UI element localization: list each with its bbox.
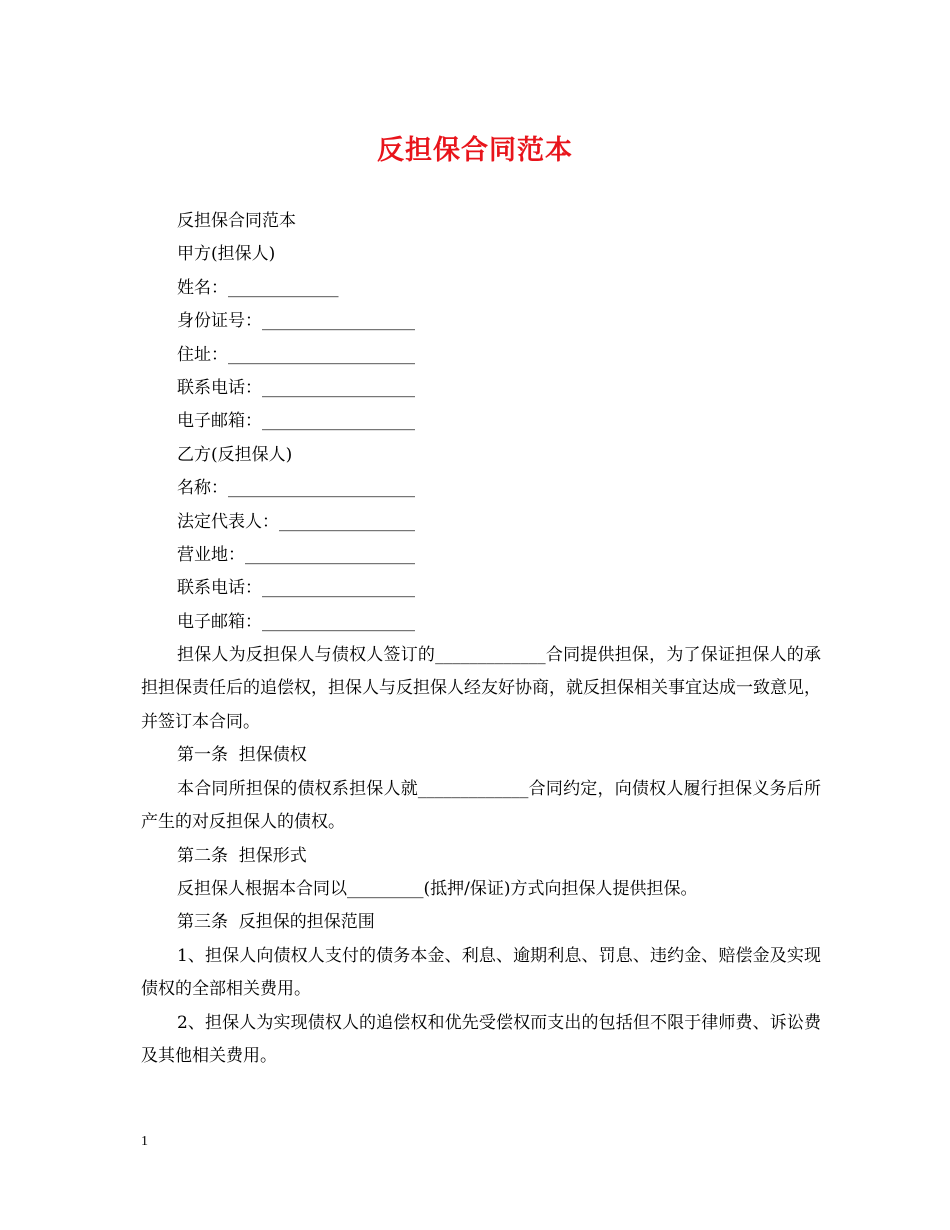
party-b-name-field: 名称：______________________ <box>177 478 415 499</box>
page-number: 1 <box>141 1134 148 1149</box>
article-2-title: 第二条 担保形式 <box>177 845 307 866</box>
article-2-body: 反担保人根据本合同以_________(抵押/保证)方式向担保人提供担保。 <box>177 878 698 899</box>
contract-body <box>141 205 821 1073</box>
party-a-phone-field: 联系电话：__________________ <box>177 377 415 398</box>
party-a-email-field: 电子邮箱：__________________ <box>177 411 415 432</box>
party-a-name-field: 姓名：_____________ <box>177 277 339 298</box>
article-1-title: 第一条 担保债权 <box>177 745 307 766</box>
party-b-email-field: 电子邮箱：__________________ <box>177 611 415 632</box>
party-a-id-field: 身份证号：__________________ <box>177 311 415 332</box>
party-b-phone-field: 联系电话：__________________ <box>177 578 415 599</box>
article-3-item-1: 1、担保人向债权人支付的债务本金、利息、逾期利息、罚息、违约金、赔偿金及实现债权的全部相关费用。 <box>141 945 821 1000</box>
party-b-heading: 乙方(反担保人) <box>177 444 293 465</box>
article-3-title: 第三条 反担保的担保范围 <box>177 912 375 933</box>
heading-line: 反担保合同范本 <box>177 211 296 231</box>
party-a-address-field: 住址：______________________ <box>177 344 415 365</box>
page-title: 反担保合同范本 <box>377 135 573 166</box>
preamble-paragraph: 担保人为反担保人与债权人签订的_____________合同提供担保，为了保证担保人的承担担保责任后的追偿权，担保人与反担保人经友好协商，就反担保相关事宜达成一致意见，并签订本合同。 <box>141 645 821 732</box>
party-a-heading: 甲方(担保人) <box>177 244 276 265</box>
article-3-item-2: 2、担保人为实现债权人的追偿权和优先受偿权而支出的包括但不限于律师费、诉讼费及其他相关费用。 <box>141 1012 821 1066</box>
article-1-body: 本合同所担保的债权系担保人就_____________合同约定，向债权人履行担保义务后所产生的对反担保人的债权。 <box>141 778 821 833</box>
party-b-business-address-field: 营业地：____________________ <box>177 544 415 565</box>
party-b-legal-rep-field: 法定代表人：________________ <box>177 511 415 532</box>
